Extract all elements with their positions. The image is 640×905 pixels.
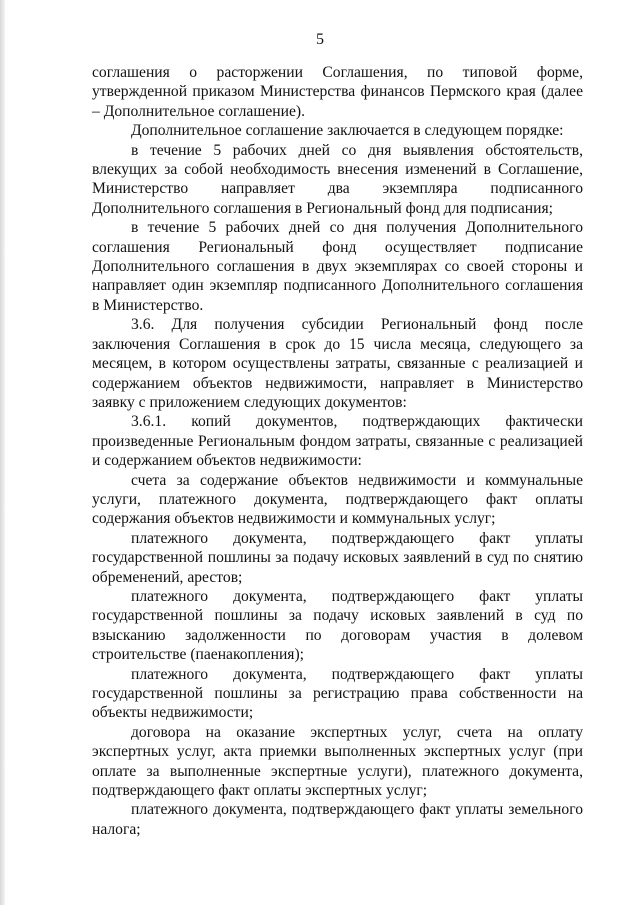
paragraph: в течение 5 рабочих дней со дня выявления обстоятельств, влекущих за собой необходимость внесения изменений в Соглашение, Министерство направляет два экземпляра подписанного Дополнительного соглашения в Региональный фонд для подписания; [92,141,583,217]
paragraph: счета за содержание объектов недвижимости и коммунальные услуги, платежного документа, подтверждающего факт оплаты содержания объектов недвижимости и коммунальных услуг; [92,471,583,528]
document-body [92,63,583,839]
paragraph: платежного документа, подтверждающего факт уплаты государственной пошлины за подачу исковых заявлений в суд по взысканию задолженности по договорам участия в долевом строительстве (паенакопления); [92,587,583,664]
paragraph: в течение 5 рабочих дней со дня получения Дополнительного соглашения Региональный фонд осуществляет подписание Дополнительного соглашения в двух экземплярах со своей стороны и направляет один экземпляр подписанного Дополнительного соглашения в Министерство. [92,219,583,314]
paragraph: 3.6. Для получения субсидии Региональный фонд после заключения Соглашения в срок до 15 числа месяца, следующего за месяцем, в котором осуществлены затраты, связанные с реализацией и содержанием объектов недвижимости, направляет в Министерство заявку с приложением следующих документов: [92,316,583,411]
paragraph: соглашения о расторжении Соглашения, по типовой форме, утвержденной приказом Министерства финансов Пермского края (далее – Дополнительное соглашение). [92,64,583,120]
paragraph: платежного документа, подтверждающего факт уплаты земельного налога; [92,801,583,838]
paragraph: 3.6.1. копий документов, подтверждающих фактически произведенные Региональным фондом затраты, связанные с реализацией и содержанием объектов недвижимости: [92,413,583,470]
paragraph: Дополнительное соглашение заключается в следующем порядке: [131,122,564,140]
paragraph: платежного документа, подтверждающего факт уплаты государственной пошлины за подачу исковых заявлений в суд по снятию обременений, арестов; [92,529,583,586]
scan-edge-shadow [0,0,5,905]
paragraph: договора на оказание экспертных услуг, счета на оплату экспертных услуг, акта приемки выполненных экспертных услуг (при оплате за выполненные экспертные услуги), платежного документа, подтверждающего факт оплаты экспертных услуг; [92,723,583,800]
paragraph: платежного документа, подтверждающего факт уплаты государственной пошлины за регистрацию права собственности на объекты недвижимости; [92,665,583,722]
page-number: 5 [316,31,324,48]
